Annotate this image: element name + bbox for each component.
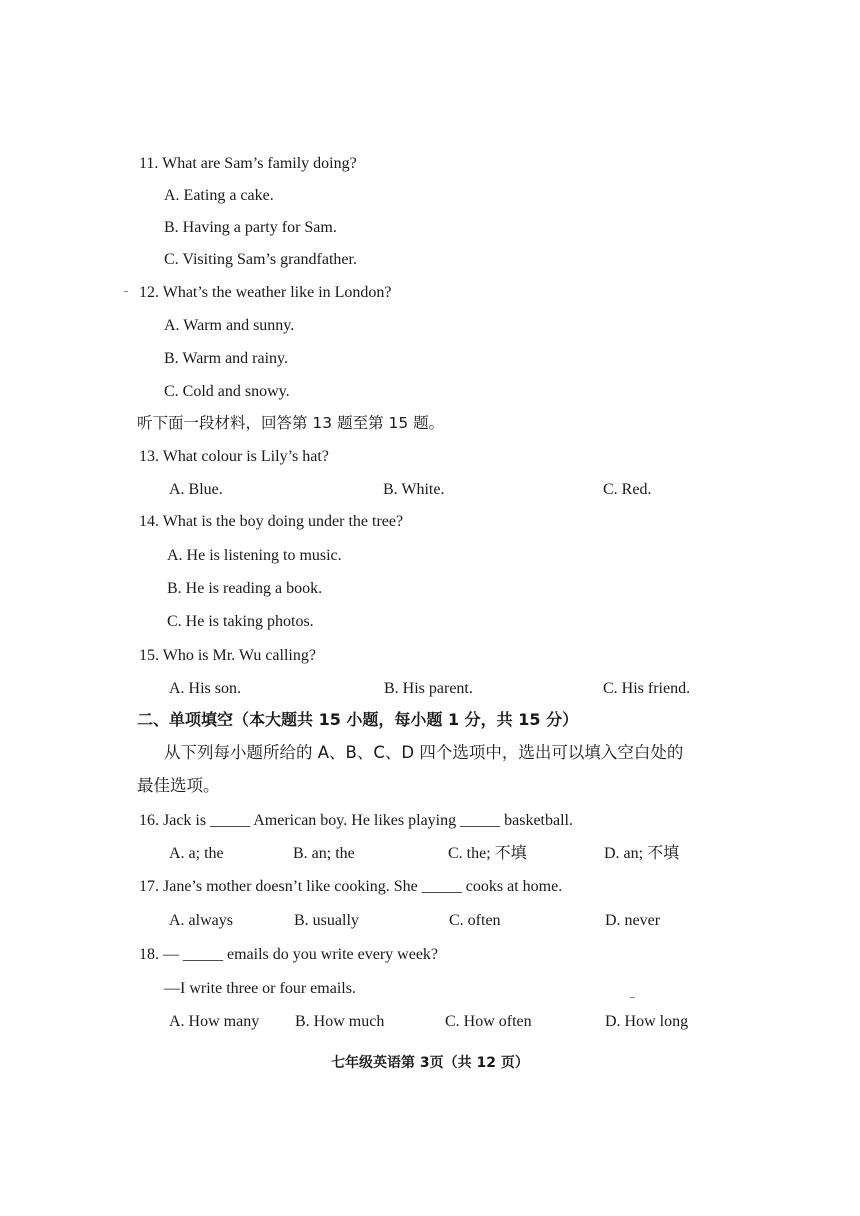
question-15-option-b: B. His parent. bbox=[384, 680, 473, 697]
page-footer: 七年级英语第 3页（共 12 页） bbox=[331, 1055, 529, 1071]
question-14-option-c: C. He is taking photos. bbox=[167, 613, 314, 630]
question-15-option-c: C. His friend. bbox=[603, 680, 691, 697]
question-11-option-a: A. Eating a cake. bbox=[164, 187, 274, 204]
question-17-option-a: A. always bbox=[169, 912, 233, 929]
question-18-options bbox=[0, 1012, 860, 1032]
listening-instruction: 听下面一段材料，回答第 13 题至第 15 题。 bbox=[137, 414, 445, 432]
question-14-option-a: A. He is listening to music. bbox=[167, 547, 342, 564]
question-13-stem: 13. What colour is Lily’s hat? bbox=[139, 448, 329, 465]
question-15-options bbox=[0, 679, 860, 699]
section-2-instruction-line-1: 从下列每小题所给的 A、B、C、D 四个选项中，选出可以填入空白处的 bbox=[164, 743, 684, 762]
question-18-option-d: D. How long bbox=[605, 1013, 689, 1030]
question-16-stem: 16. Jack is _____ American boy. He likes playing _____ basketball. bbox=[139, 812, 573, 829]
question-16-options bbox=[0, 844, 860, 864]
question-13-option-a: A. Blue. bbox=[169, 481, 223, 498]
question-17-options bbox=[0, 911, 860, 931]
question-15-option-a: A. His son. bbox=[169, 680, 242, 697]
question-16-option-b: B. an; the bbox=[293, 845, 355, 862]
section-2-instruction-line-2: 最佳选项。 bbox=[137, 776, 220, 795]
question-12-stem: 12. What’s the weather like in London? bbox=[139, 284, 392, 301]
scan-speck bbox=[124, 291, 128, 292]
scan-speck bbox=[630, 997, 635, 998]
question-14-option-b: B. He is reading a book. bbox=[167, 580, 323, 597]
question-17-option-d: D. never bbox=[605, 912, 661, 929]
question-11-stem: 11. What are Sam’s family doing? bbox=[139, 155, 357, 172]
question-16-option-d: D. an; 不填 bbox=[604, 845, 680, 862]
question-15-stem: 15. Who is Mr. Wu calling? bbox=[139, 647, 316, 664]
question-11-option-c: C. Visiting Sam’s grandfather. bbox=[164, 251, 357, 268]
section-2-heading: 二、单项填空（本大题共 15 小题，每小题 1 分，共 15 分） bbox=[137, 710, 579, 729]
question-12-option-b: B. Warm and rainy. bbox=[164, 350, 289, 367]
question-18-reply: —I write three or four emails. bbox=[164, 980, 356, 997]
question-18-stem: 18. — _____ emails do you write every week? bbox=[139, 946, 439, 963]
question-12-option-c: C. Cold and snowy. bbox=[164, 383, 290, 400]
question-16-option-c: C. the; 不填 bbox=[448, 845, 527, 862]
question-16-option-a: A. a; the bbox=[169, 845, 224, 862]
question-14-stem: 14. What is the boy doing under the tree? bbox=[139, 513, 404, 530]
question-12-option-a: A. Warm and sunny. bbox=[164, 317, 295, 334]
question-17-stem: 17. Jane’s mother doesn’t like cooking. She _____ cooks at home. bbox=[139, 878, 563, 895]
question-18-option-b: B. How much bbox=[295, 1013, 385, 1030]
question-18-option-c: C. How often bbox=[445, 1013, 532, 1030]
question-17-option-c: C. often bbox=[449, 912, 501, 929]
question-13-option-b: B. White. bbox=[383, 481, 445, 498]
question-13-option-c: C. Red. bbox=[603, 481, 652, 498]
question-11-option-b: B. Having a party for Sam. bbox=[164, 219, 337, 236]
question-13-options bbox=[0, 480, 860, 500]
question-17-option-b: B. usually bbox=[294, 912, 359, 929]
question-18-option-a: A. How many bbox=[169, 1013, 260, 1030]
